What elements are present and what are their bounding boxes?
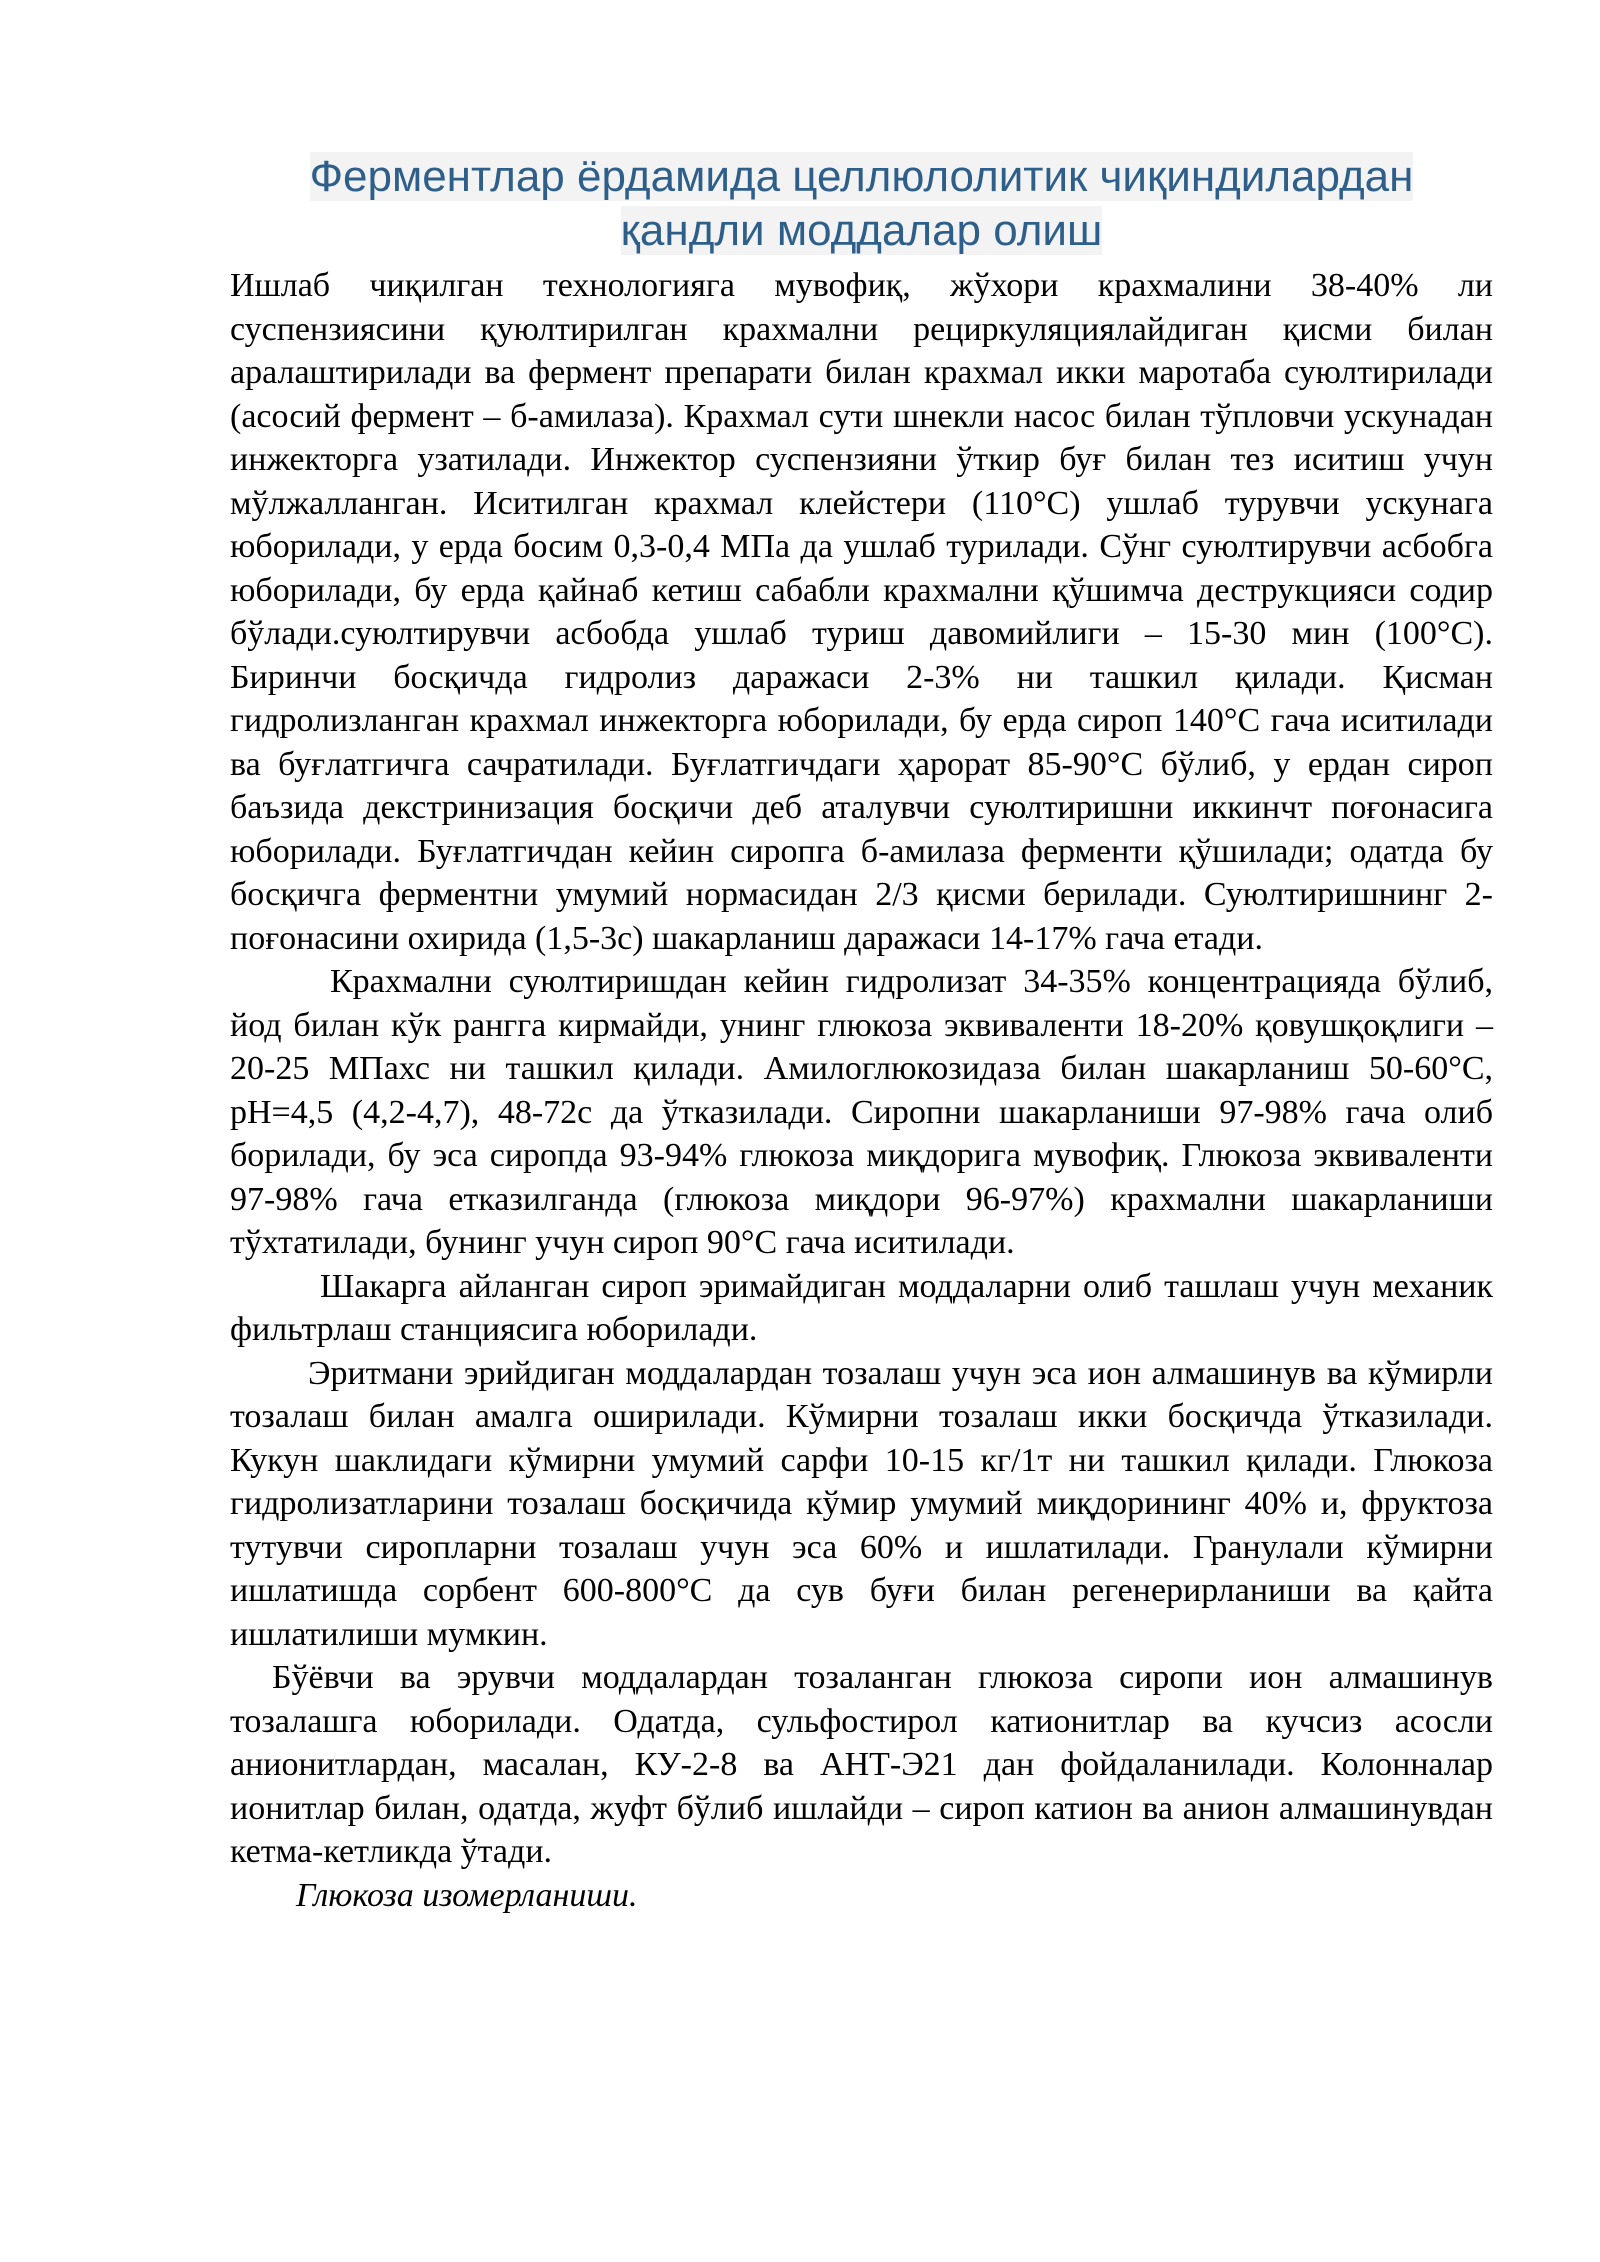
document-title [230,150,1493,258]
document-body [230,264,1493,1917]
paragraph-filtration: Шакарга айланган сироп эримайдиган моддаларни олиб ташлаш учун механик фильтрлаш станциясига юборилади. [230,1267,1493,1348]
paragraph-carbon-purification: Эритмани эрийдиган моддалардан тозалаш учун эса ион алмашинув ва кўмирли тозалаш билан амалга оширилади. Кўмирни тозалаш икки босқичда ўтказилади. Кукун шаклидаги кўмирни умумий сарфи 10-15 кг/1т ни ташкил қилади. Глюкоза гидролизатларини тозалаш босқичида кўмир умумий миқдорининг 40% и, фруктоза тутувчи сиропларни тозалаш учун эса 60% и ишлатилади. Гранулали кўмирни ишлатишда сорбент 600-800°С да сув буғи билан регенерирланиши ва қайта ишлатилиши мумкин. [230,1354,1493,1653]
title-line-1: Ферментлар ёрдамида целлюлолитик чиқиндилардан [309,152,1414,201]
paragraph-saccharification: Крахмални суюлтиришдан кейин гидролизат 34-35% концентрацияда бўлиб, йод билан кўк рангга кирмайди, унинг глюкоза эквиваленти 18-20% қовушқоқлиги – 20-25 МПахс ни ташкил қилади. Амилоглюкозидаза билан шакарланиш 50-60°С, рН=4,5 (4,2-4,7), 48-72с да ўтказилади. Сиропни шакарланиши 97-98% гача олиб борилади, бу эса сиропда 93-94% глюкоза миқдорига мувофиқ. Глюкоза эквиваленти 97-98% гача етказилганда (глюкоза миқдори 96-97%) крахмални шакарланиши тўхтатилади, бунинг учун сироп 90°С гача иситилади. [230,963,1493,1261]
document-page [230,150,1493,1917]
paragraph-ion-exchange: Бўёвчи ва эрувчи моддалардан тозаланган глюкоза сиропи ион алмашинув тозалашга юборилади. Одатда, сульфостирол катионитлар ва кучсиз асосли анионитлардан, масалан, КУ-2-8 ва АНТ-Э21 дан фойдаланилади. Колонналар ионитлар билан, одатда, жуфт бўлиб ишлайди – сироп катион ва анион алмашинувдан кетма-кетликда ўтади. [230,1659,1493,1870]
title-line-2: қандли моддалар олиш [620,206,1103,255]
section-heading-glucose-isomerization: Глюкоза изомерланиши. [296,1876,638,1914]
paragraph-starch-liquefaction: Ишлаб чиқилган технологияга мувофиқ, жўхори крахмалини 38-40% ли суспензиясини қуюлтирилган крахмални рециркуляциялайдиган қисми билан аралаштирилади ва фермент препарати билан крахмал икки маротаба суюлтирилади (асосий фермент – б-амилаза). Крахмал сути шнекли насос билан тўпловчи ускунадан инжекторга узатилади. Инжектор суспензияни ўткир буғ билан тез иситиш учун мўлжалланган. Иситилган крахмал клейстери (110°С) ушлаб турувчи ускунага юборилади, у ерда босим 0,3-0,4 МПа да ушлаб турилади. Сўнг суюлтирувчи асбобга юборилади, бу ерда қайнаб кетиш сабабли крахмални қўшимча деструкцияси содир бўлади.суюлтирувчи асбобда ушлаб туриш давомийлиги – 15-30 мин (100°С). Биринчи босқичда гидролиз даражаси 2-3% ни ташкил қилади. Қисман гидролизланган крахмал инжекторга юборилади, бу ерда сироп 140°С гача иситилади ва буғлатгичга сачратилади. Буғлатгичдаги ҳарорат 85-90°С бўлиб, у ердан сироп баъзида декстринизация босқичи деб аталувчи суюлтиришни иккинчт поғонасига юборилади. Буғлатгичдан кейин сиропга б-амилаза ферменти қўшилади; одатда бу босқичга ферментни умумий нормасидан 2/3 қисми берилади. Суюлтиришнинг 2-поғонасини охирида (1,5-3с) шакарланиш даражаси 14-17% гача етади. [230,267,1493,957]
